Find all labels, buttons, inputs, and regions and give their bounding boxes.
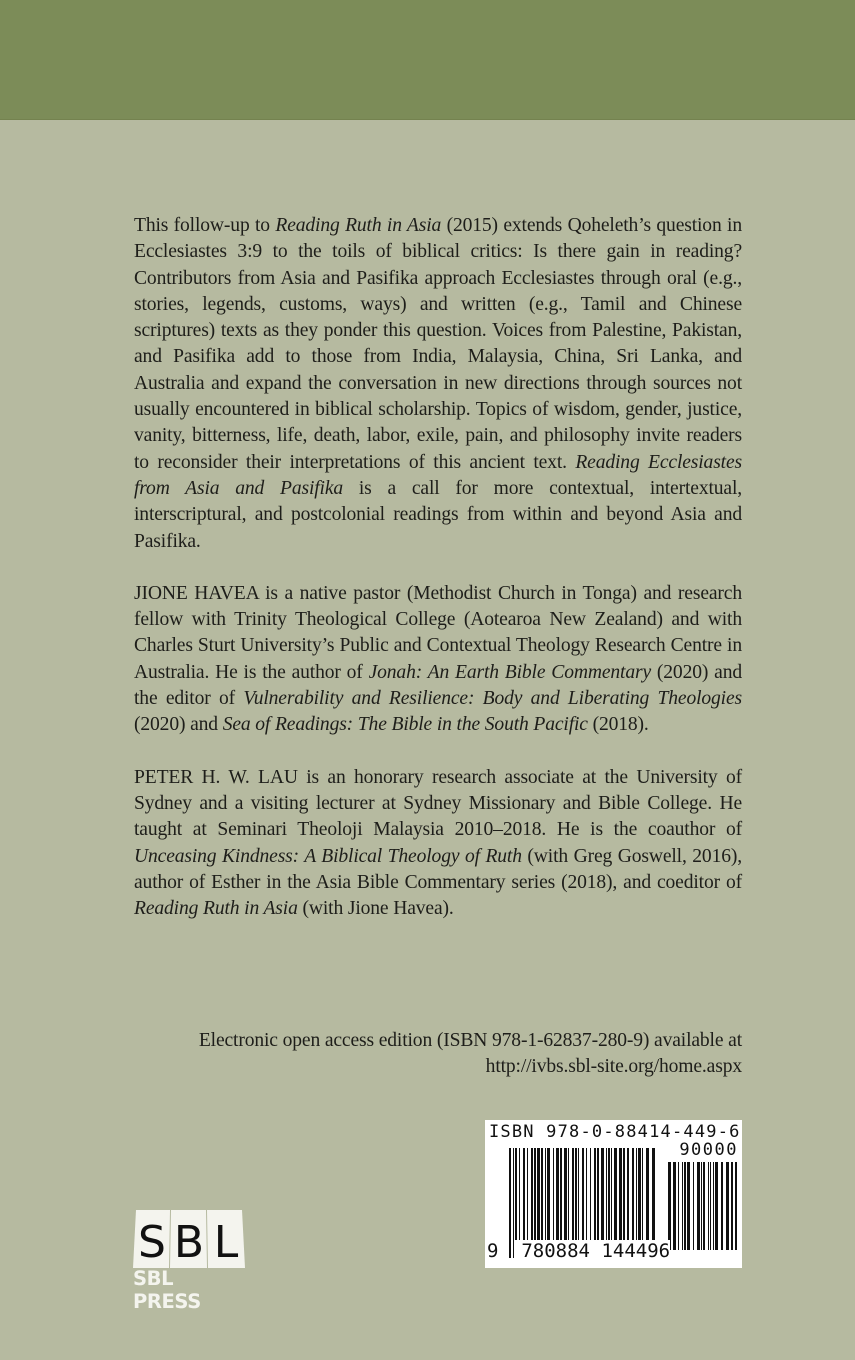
text-run: This follow-up to [134,215,276,236]
sbl-logo-icon [133,1210,245,1268]
open-access-isbn-line: Electronic open access edition (ISBN 978-1-62837-280-9) available at [198,1030,742,1051]
author-bio-lau [134,765,742,923]
italic-title: Reading Ecclesiastes from Asia and Pasifika [134,451,742,499]
text-run: is a call for more contextual, intertextual, interscriptural, and postcolonial readings from within and beyond Asia and Pasifika. [134,477,742,552]
italic-title: Sea of Readings: The Bible in the South Pacific [222,714,588,736]
text-run: (2018). [587,714,649,736]
text-run: PETER H. W. LAU is an honorary research associate at the University of Sydney and a visiting lecturer at Sydney Missionary and Bible College. He taught at Seminari Theoloji Malaysia 2010–2018. He is the coauthor of [134,766,742,841]
italic-title: Reading Ruth in Asia [134,898,298,920]
back-cover-text [134,213,742,948]
book-description [134,213,742,555]
text-run: (2020) and the editor of [134,661,742,710]
addon-bars-icon [668,1162,738,1250]
text-run: (2020) and [134,714,223,736]
text-run: JIONE HAVEA is a native pastor (Methodist Church in Tonga) and research fellow with Trinity Theological College (Aotearoa New Zealand) and with Charles Sturt University’s Public and Contextual Theology Research Centre in Australia. He is the author of [134,582,742,683]
italic-title: Reading Ruth in Asia [275,215,442,236]
italic-title: Jonah: An Earth Bible Commentary [368,661,652,683]
open-access-url: http://ivbs.sbl-site.org/home.aspx [485,1056,742,1078]
isbn-barcode [485,1120,742,1268]
svg-text:S: S [138,1217,166,1268]
italic-title: Unceasing Kindness: A Biblical Theology of Ruth [134,845,522,867]
ean-first-digit: 9 [487,1240,499,1262]
text-run: (with Jione Havea). [297,898,454,920]
author-bio-havea [134,581,742,739]
italic-title: Vulnerability and Resilience: Body and Liberating Theologies [243,688,742,710]
ean-group-1: 780884 [521,1240,590,1262]
text-run: (2015) extends Qoheleth’s question in Ecclesiastes 3:9 to the toils of biblical critics: Is there gain in reading? Contributors from Asia and Pasifika approach Ecclesiastes through oral (e.g., stories, legends, customs, ways) and written (e.g., Tamil and Chinese scriptures) texts as they ponder this question. Voices from Palestine, Pakistan, and Pasifika add to those from India, Malaysia, China, Sri Lanka, and Australia and expand the conversation in new directions through sources not usually encountered in biblical scholarship. Topics of wisdom, gender, justice, vanity, bitterness, life, death, labor, exile, pain, and philosophy invite readers to reconsider their interpretations of this ancient text. [134,215,742,473]
svg-text:B: B [173,1217,205,1268]
price-code: 90000 [679,1140,738,1160]
ean-digits [487,1240,670,1266]
ean-group-2: 144496 [601,1240,671,1262]
svg-text:L: L [213,1217,239,1268]
text-run: (with Greg Goswell, 2016), author of Esther in the Asia Bible Commentary series (2018), and coeditor of [134,845,742,893]
top-color-band [0,0,855,120]
sbl-press-logo [133,1210,245,1313]
isbn-label: ISBN 978-0-88414-449-6 [489,1122,741,1142]
sbl-press-label: SBL PRESS [133,1267,201,1313]
open-access-notice [134,1028,742,1081]
